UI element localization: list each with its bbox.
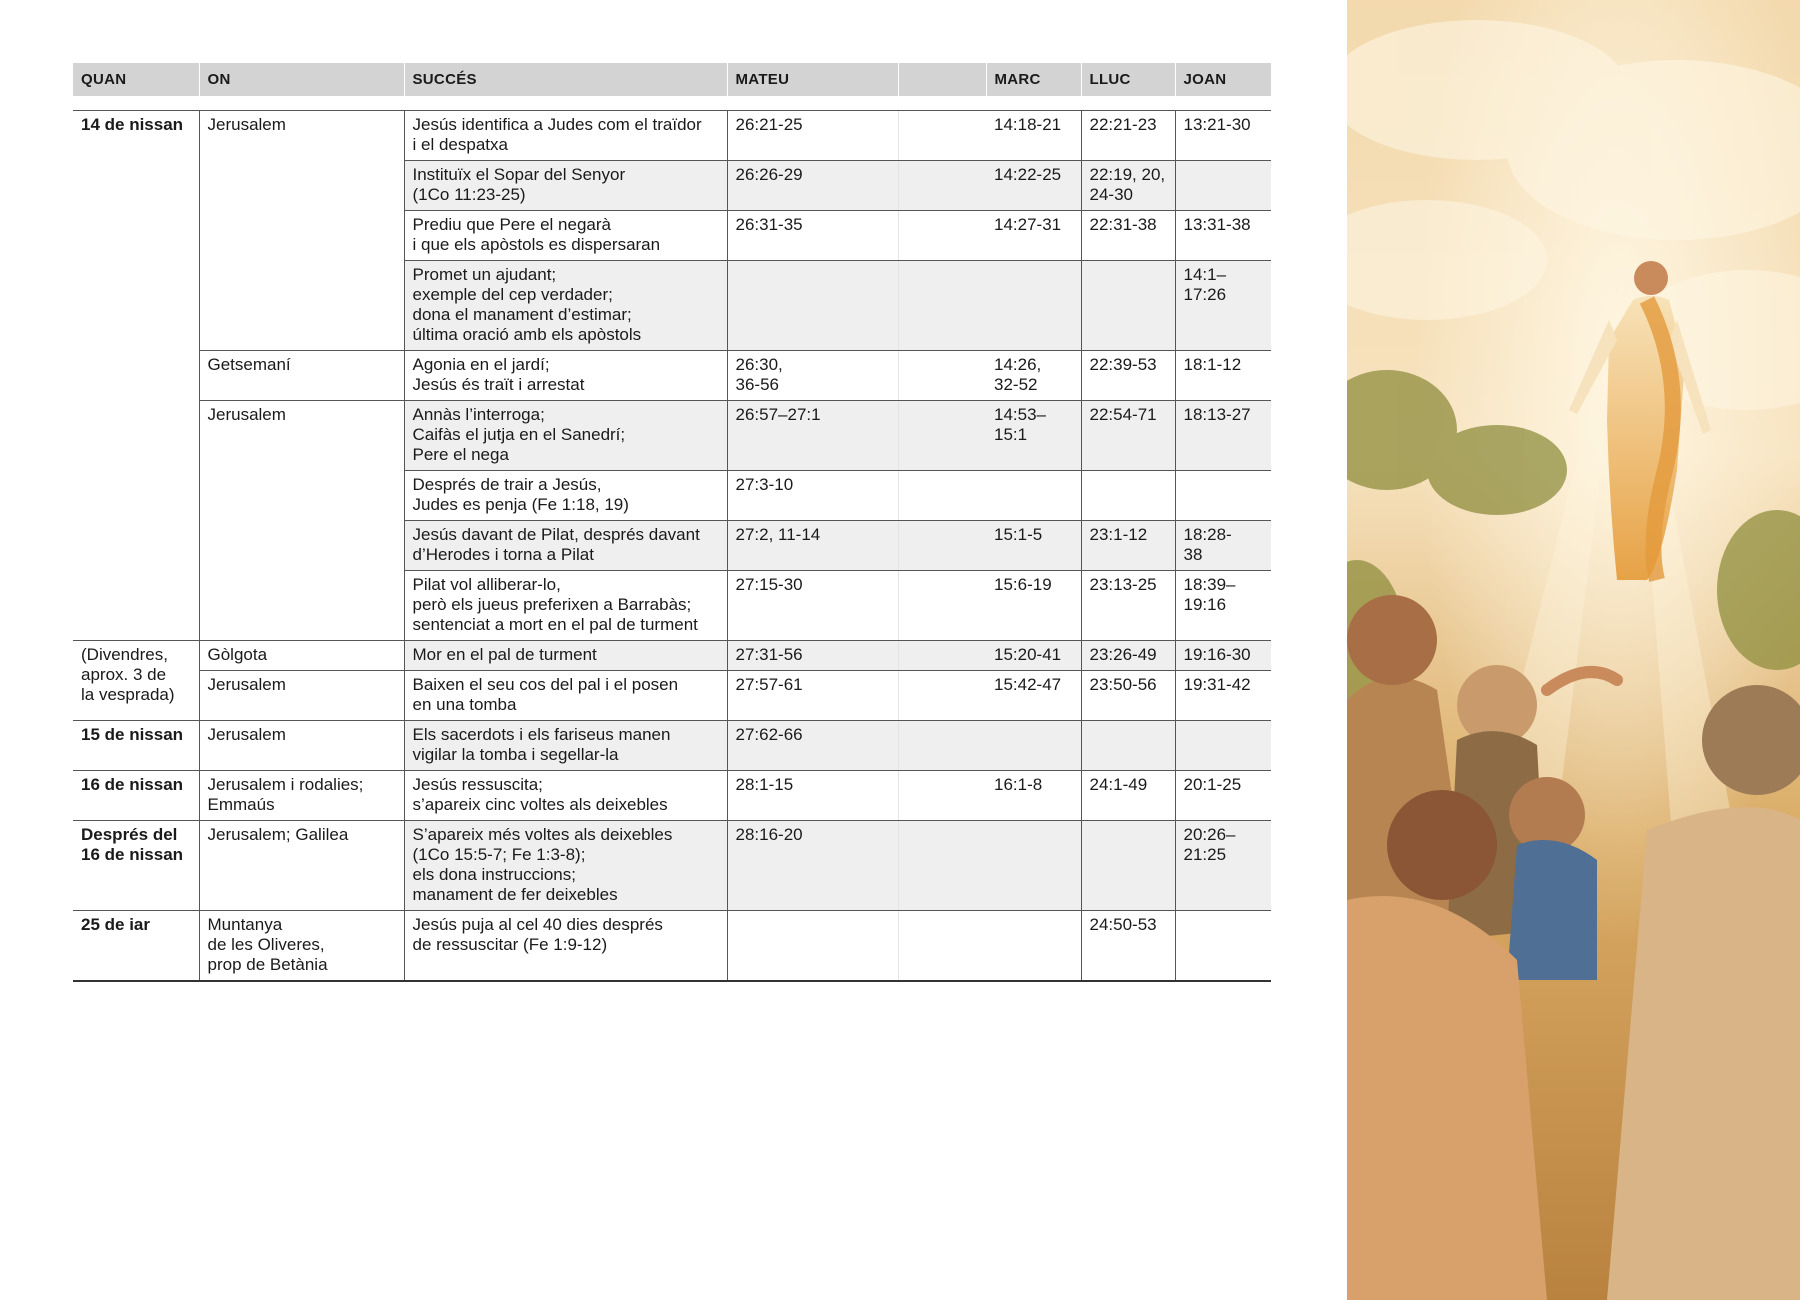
mark-ref: 16:1-8 [986,771,1081,821]
blank-cell [898,721,986,771]
luke-ref: 23:13-25 [1081,571,1175,641]
gap-cell [199,96,404,111]
john-ref: 13:31-38 [1175,211,1271,261]
john-ref [1175,911,1271,982]
mark-ref: 15:20-41 [986,641,1081,671]
mark-ref [986,721,1081,771]
header-where: ON [199,63,404,96]
blank-cell [898,571,986,641]
mark-ref [986,261,1081,351]
header-matthew: MATEU [727,63,898,96]
luke-ref: 22:19, 20, 24-30 [1081,161,1175,211]
blank-cell [898,401,986,471]
header-event: SUCCÉS [404,63,727,96]
mark-ref [986,471,1081,521]
blank-cell [898,471,986,521]
ascension-illustration [1347,0,1800,1300]
john-ref: 18:39– 19:16 [1175,571,1271,641]
event-cell: Després de trair a Jesús, Judes es penja (Fe 1:18, 19) [404,471,727,521]
john-ref: 20:1-25 [1175,771,1271,821]
luke-ref [1081,261,1175,351]
gap-cell [898,96,986,111]
luke-ref: 24:1-49 [1081,771,1175,821]
gap-cell [1175,96,1271,111]
event-cell: Prediu que Pere el negarà i que els apòstols es dispersaran [404,211,727,261]
blank-cell [898,821,986,911]
mark-ref: 14:27-31 [986,211,1081,261]
blank-cell [898,911,986,982]
event-cell: Agonia en el jardí; Jesús és traït i arrestat [404,351,727,401]
blank-cell [898,161,986,211]
where-cell: Jerusalem [199,401,404,641]
header-spacer [898,63,986,96]
table-row [73,111,1271,161]
where-cell: Jerusalem; Galilea [199,821,404,911]
matthew-ref [727,261,898,351]
header-gap-row [73,96,1271,111]
john-ref [1175,721,1271,771]
table-row [73,911,1271,982]
blank-cell [898,211,986,261]
header-luke: LLUC [1081,63,1175,96]
luke-ref [1081,721,1175,771]
john-ref: 20:26– 21:25 [1175,821,1271,911]
matthew-ref: 27:15-30 [727,571,898,641]
event-cell: Instituïx el Sopar del Senyor (1Co 11:23-25) [404,161,727,211]
where-cell: Gòlgota [199,641,404,671]
when-cell: 15 de nissan [73,721,199,771]
event-cell: Mor en el pal de turment [404,641,727,671]
gap-cell [404,96,727,111]
where-cell: Jerusalem i rodalies; Emmaús [199,771,404,821]
gap-cell [73,96,199,111]
event-cell: Annàs l’interroga; Caifàs el jutja en el Sanedrí; Pere el nega [404,401,727,471]
event-cell: Baixen el seu cos del pal i el posen en una tomba [404,671,727,721]
table-row [73,671,1271,721]
event-cell: Jesús ressuscita; s’apareix cinc voltes als deixebles [404,771,727,821]
event-cell: Pilat vol alliberar-lo, però els jueus preferixen a Barrabàs; sentenciat a mort en el pal de turment [404,571,727,641]
luke-ref [1081,821,1175,911]
matthew-ref: 26:57–27:1 [727,401,898,471]
where-cell: Getsemaní [199,351,404,401]
event-cell: Jesús identifica a Judes com el traïdor i el despatxa [404,111,727,161]
header-when: QUAN [73,63,199,96]
john-ref [1175,161,1271,211]
luke-ref: 22:39-53 [1081,351,1175,401]
event-cell: Jesús puja al cel 40 dies després de ressuscitar (Fe 1:9-12) [404,911,727,982]
header-mark: MARC [986,63,1081,96]
header-john: JOAN [1175,63,1271,96]
john-ref: 18:1-12 [1175,351,1271,401]
blank-cell [898,641,986,671]
john-ref [1175,471,1271,521]
blank-cell [898,771,986,821]
luke-ref [1081,471,1175,521]
chronology-table [73,63,1271,982]
table-row [73,401,1271,471]
table-row [73,351,1271,401]
matthew-ref: 27:31-56 [727,641,898,671]
event-cell: Els sacerdots i els fariseus manen vigilar la tomba i segellar-la [404,721,727,771]
luke-ref: 22:31-38 [1081,211,1175,261]
event-cell: Promet un ajudant; exemple del cep verdader; dona el manament d’estimar; última oració amb els apòstols [404,261,727,351]
john-ref: 19:16-30 [1175,641,1271,671]
mark-ref: 15:6-19 [986,571,1081,641]
mark-ref [986,821,1081,911]
mark-ref: 15:42-47 [986,671,1081,721]
event-cell: Jesús davant de Pilat, després davant d’Herodes i torna a Pilat [404,521,727,571]
matthew-ref: 27:62-66 [727,721,898,771]
luke-ref: 23:50-56 [1081,671,1175,721]
john-ref: 19:31-42 [1175,671,1271,721]
matthew-ref: 28:1-15 [727,771,898,821]
event-cell: S’apareix més voltes als deixebles (1Co 15:5-7; Fe 1:3-8); els dona instruccions; manament de fer deixebles [404,821,727,911]
luke-ref: 22:21-23 [1081,111,1175,161]
john-ref: 18:13-27 [1175,401,1271,471]
when-cell: (Divendres, aprox. 3 de la vesprada) [73,641,199,721]
blank-cell [898,521,986,571]
matthew-ref: 27:3-10 [727,471,898,521]
table-row [73,641,1271,671]
luke-ref: 24:50-53 [1081,911,1175,982]
gap-cell [1081,96,1175,111]
where-cell: Jerusalem [199,671,404,721]
matthew-ref: 26:26-29 [727,161,898,211]
table-row [73,721,1271,771]
when-cell: 25 de iar [73,911,199,982]
mark-ref: 14:18-21 [986,111,1081,161]
luke-ref: 23:26-49 [1081,641,1175,671]
table-row [73,821,1271,911]
mark-ref: 14:26, 32-52 [986,351,1081,401]
matthew-ref: 26:30, 36-56 [727,351,898,401]
matthew-ref: 26:31-35 [727,211,898,261]
john-ref: 14:1– 17:26 [1175,261,1271,351]
matthew-ref: 28:16-20 [727,821,898,911]
matthew-ref: 26:21-25 [727,111,898,161]
when-cell: Després del 16 de nissan [73,821,199,911]
luke-ref: 22:54-71 [1081,401,1175,471]
john-ref: 13:21-30 [1175,111,1271,161]
blank-cell [898,671,986,721]
matthew-ref [727,911,898,982]
when-cell: 14 de nissan [73,111,199,641]
table-row [73,771,1271,821]
mark-ref: 14:22-25 [986,161,1081,211]
mark-ref [986,911,1081,982]
john-ref: 18:28- 38 [1175,521,1271,571]
blank-cell [898,261,986,351]
mark-ref: 15:1-5 [986,521,1081,571]
where-cell: Jerusalem [199,111,404,351]
matthew-ref: 27:57-61 [727,671,898,721]
when-cell: 16 de nissan [73,771,199,821]
luke-ref: 23:1-12 [1081,521,1175,571]
blank-cell [898,351,986,401]
where-cell: Jerusalem [199,721,404,771]
gap-cell [727,96,898,111]
blank-cell [898,111,986,161]
table-header-row [73,63,1271,96]
mark-ref: 14:53– 15:1 [986,401,1081,471]
matthew-ref: 27:2, 11-14 [727,521,898,571]
gap-cell [986,96,1081,111]
where-cell: Muntanya de les Oliveres, prop de Betània [199,911,404,982]
